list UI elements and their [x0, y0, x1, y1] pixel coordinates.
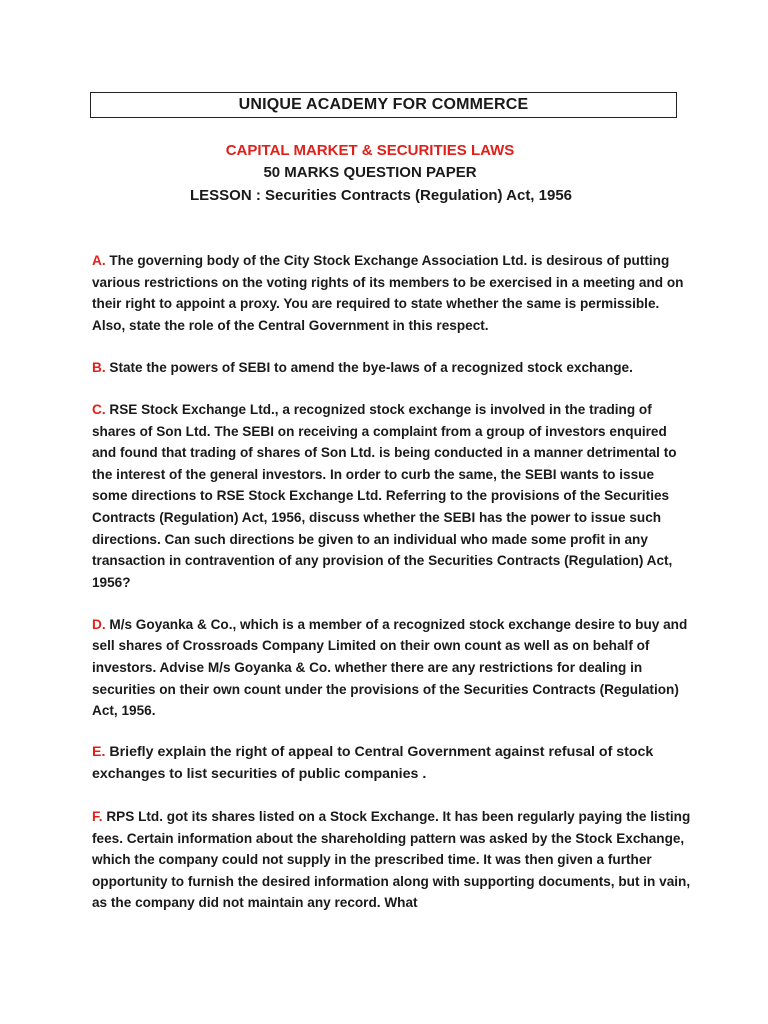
question-c	[92, 399, 692, 593]
subject-heading: CAPITAL MARKET & SECURITIES LAWS	[225, 142, 515, 159]
lesson-heading: LESSON : Securities Contracts (Regulation) Act, 1956	[189, 187, 573, 204]
paper-heading: 50 MARKS QUESTION PAPER	[263, 164, 477, 181]
question-text: Briefly explain the right of appeal to Central Government against refusal of stock exchanges to list securities of public companies .	[92, 744, 654, 782]
question-f	[92, 806, 692, 914]
question-letter: A.	[92, 253, 106, 268]
question-b	[92, 357, 692, 379]
question-text: State the powers of SEBI to amend the bye-laws of a recognized stock exchange.	[109, 359, 633, 375]
academy-title-box	[90, 92, 677, 118]
question-d	[92, 614, 692, 722]
question-letter: F.	[92, 808, 103, 824]
question-text: RSE Stock Exchange Ltd., a recognized stock exchange is involved in the trading of shares of Son Ltd. The SEBI on receiving a complaint from a group of investors enquired and found that trading of shares of Son Ltd. is being conducted in a manner detrimental to the interest of the general investors. In order to curb the same, the SEBI wants to issue some directions to RSE Stock Exchange Ltd. Referring to the provisions of the Securities Contracts (Regulation) Act, 1956, discuss whether the SEBI has the power to issue such directions. Can such directions be given to an individual who made some profit in any transaction in contravention of any provision of the Securities Contracts (Regulation) Act, 1956?	[92, 401, 677, 590]
question-letter: D.	[92, 616, 106, 632]
question-letter: C.	[92, 401, 106, 417]
question-text: The governing body of the City Stock Exchange Association Ltd. is desirous of putting various restrictions on the voting rights of its members to be exercised in a meeting and on their right to appoint a proxy. You are required to state whether the same is permissible. Also, state the role of the Central Government in this respect.	[92, 253, 684, 333]
question-a	[92, 250, 692, 336]
question-letter: B.	[92, 359, 106, 375]
question-text: RPS Ltd. got its shares listed on a Stock Exchange. It has been regularly paying the listing fees. Certain information about the shareholding pattern was asked by the Stock Exchange, which the company could not supply in the prescribed time. It was then given a further opportunity to furnish the desired information along with supporting documents, but in vain, as the company did not maintain any record. What	[92, 808, 691, 911]
academy-title: UNIQUE ACADEMY FOR COMMERCE	[238, 96, 529, 113]
question-list	[92, 250, 692, 934]
question-letter: E.	[92, 744, 106, 761]
question-e	[92, 742, 692, 785]
question-text: M/s Goyanka & Co., which is a member of a recognized stock exchange desire to buy and sell shares of Crossroads Company Limited on their own count as well as on behalf of investors. Advise M/s Goyanka & Co. whether there are any restrictions for dealing in securities on their own count under the provisions of the Securities Contracts (Regulation) Act, 1956.	[92, 616, 688, 719]
